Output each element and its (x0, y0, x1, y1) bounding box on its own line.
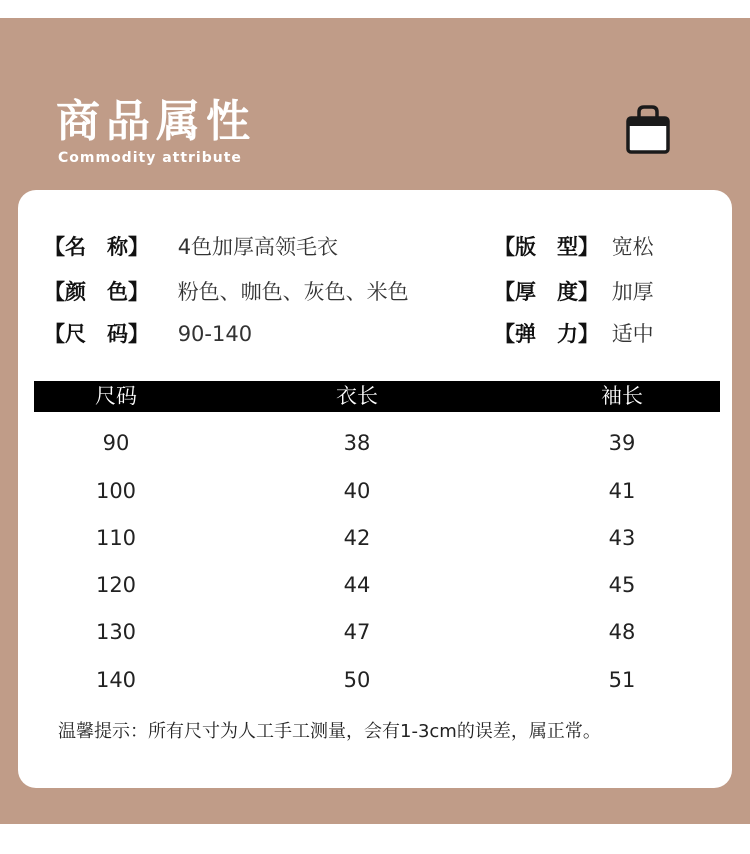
table-cell: 41 (608, 479, 636, 503)
attribute-row-fit (494, 232, 654, 262)
table-cell: 44 (343, 573, 371, 597)
attribute-row-size (44, 319, 252, 349)
column-header-sleeve: 袖长 (601, 384, 643, 408)
attribute-key: 【名 称】 (44, 235, 149, 259)
attribute-value: 适中 (611, 322, 654, 346)
attribute-key: 【版 型】 (494, 235, 599, 259)
table-cell: 39 (608, 431, 636, 455)
attribute-key: 【颜 色】 (44, 280, 149, 304)
attribute-value: 4色加厚高领毛衣 (177, 235, 339, 259)
attribute-row-elasticity (494, 319, 654, 349)
attribute-row-name (44, 232, 338, 262)
table-cell: 47 (343, 620, 371, 644)
attribute-key: 【尺 码】 (44, 322, 149, 346)
attribute-row-color (44, 277, 409, 307)
table-cell: 40 (343, 479, 371, 503)
column-header-size: 尺码 (95, 384, 137, 408)
table-cell: 45 (608, 573, 636, 597)
attribute-value: 90-140 (177, 322, 253, 346)
table-cell: 43 (608, 526, 636, 550)
page-subtitle: Commodity attribute (58, 150, 242, 166)
attribute-value: 粉色、咖色、灰色、米色 (177, 280, 409, 304)
table-cell: 120 (95, 573, 137, 597)
table-cell: 110 (95, 526, 137, 550)
table-cell: 42 (343, 526, 371, 550)
attribute-value: 宽松 (611, 235, 654, 259)
attribute-key: 【厚 度】 (494, 280, 599, 304)
attribute-row-thickness (494, 277, 654, 307)
attribute-key: 【弹 力】 (494, 322, 599, 346)
shopping-bag-icon (624, 104, 672, 156)
table-cell: 140 (95, 668, 137, 692)
table-cell: 38 (343, 431, 371, 455)
measurement-note: 温馨提示：所有尺寸为人工手工测量，会有1-3cm的误差，属正常。 (58, 721, 601, 742)
table-cell: 130 (95, 620, 137, 644)
table-cell: 50 (343, 668, 371, 692)
table-cell: 90 (102, 431, 130, 455)
table-cell: 51 (608, 668, 636, 692)
page-title: 商品属性 (56, 96, 256, 147)
size-table-header (34, 381, 720, 412)
table-cell: 48 (608, 620, 636, 644)
attribute-value: 加厚 (611, 280, 654, 304)
column-header-length: 衣长 (336, 384, 378, 408)
table-cell: 100 (95, 479, 137, 503)
